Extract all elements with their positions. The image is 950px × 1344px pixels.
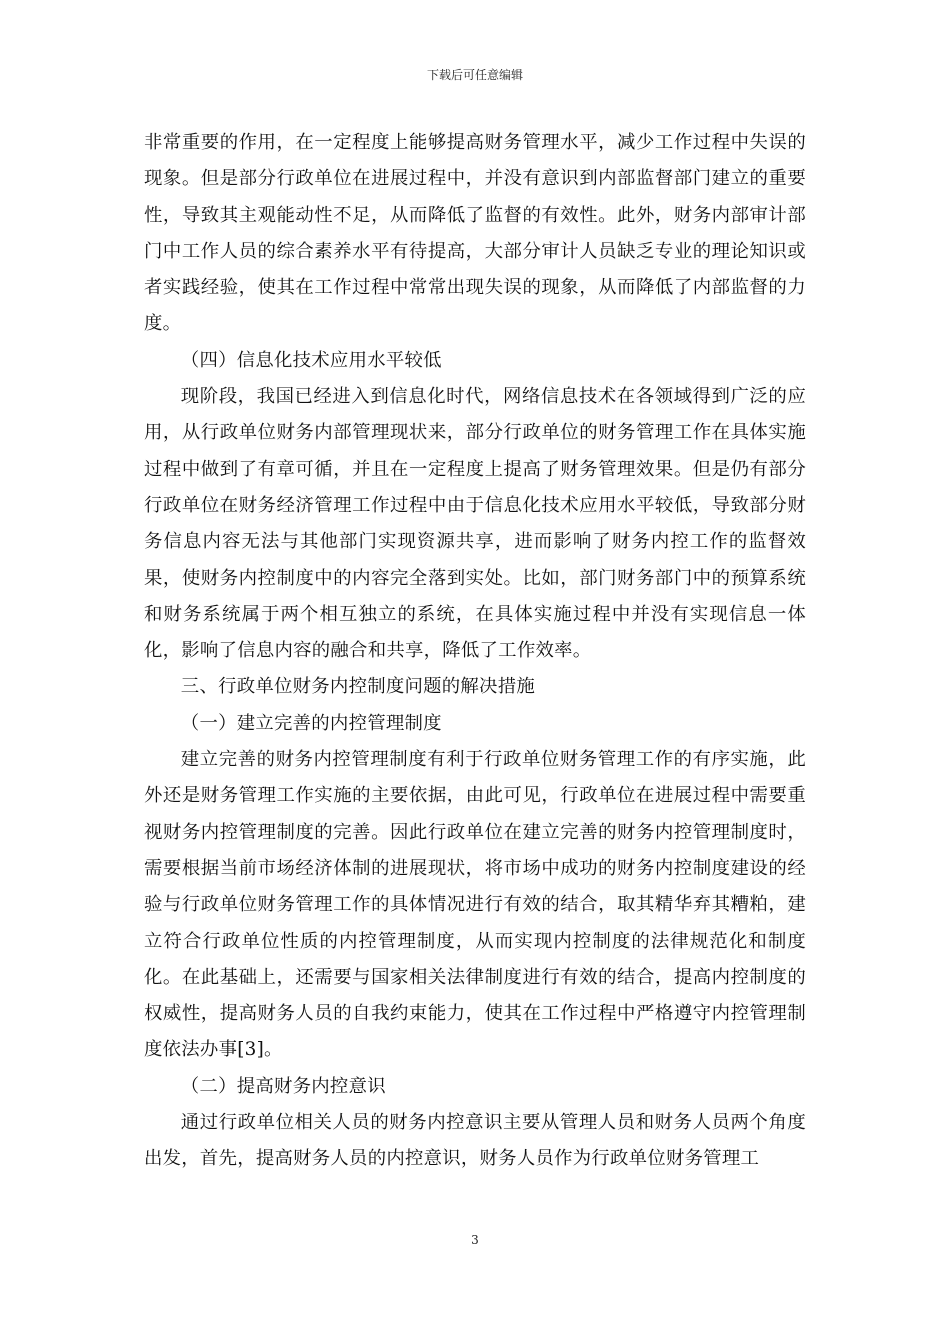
document-body [144,125,806,1178]
paragraph: 现阶段，我国已经进入到信息化时代，网络信息技术在各领域得到广泛的应用，从行政单位财务内部管理现状来，部分行政单位的财务管理工作在具体实施过程中做到了有章可循，并且在一定程度上提高了财务管理效果。但是仍有部分行政单位在财务经济管理工作过程中由于信息化技术应用水平较低，导致部分财务信息内容无法与其他部门实现资源共享，进而影响了财务内控工作的监督效果，使财务内控制度中的内容完全落到实处。比如，部门财务部门中的预算系统和财务系统属于两个相互独立的系统，在具体实施过程中并没有实现信息一体化，影响了信息内容的融合和共享，降低了工作效率。 [144,386,806,662]
paragraph: 通过行政单位相关人员的财务内控意识主要从管理人员和财务人员两个角度出发，首先，提高财务人员的内控意识，财务人员作为行政单位财务管理工 [144,1112,806,1170]
page-header: 下载后可任意编辑 [426,68,523,82]
section-heading: （四）信息化技术应用水平较低 [180,349,442,371]
section-heading: （二）提高财务内控意识 [180,1075,386,1097]
paragraph: 非常重要的作用，在一定程度上能够提高财务管理水平，减少工作过程中失误的现象。但是部分行政单位在进展过程中，并没有意识到内部监督部门建立的重要性，导致其主观能动性不足，从而降低了监督的有效性。此外，财务内部审计部门中工作人员的综合素养水平有待提高，大部分审计人员缺乏专业的理论知识或者实践经验，使其在工作过程中常常出现失误的现象，从而降低了内部监督的力度。 [144,132,806,335]
paragraph: 建立完善的财务内控管理制度有利于行政单位财务管理工作的有序实施，此外还是财务管理工作实施的主要依据，由此可见，行政单位在进展过程中需要重视财务内控管理制度的完善。因此行政单位在建立完善的财务内控管理制度时，需要根据当前市场经济体制的进展现状，将市场中成功的财务内控制度建设的经验与行政单位财务管理工作的具体情况进行有效的结合，取其精华弃其糟粕，建立符合行政单位性质的内控管理制度，从而实现内控制度的法律规范化和制度化。在此基础上，还需要与国家相关法律制度进行有效的结合，提高内控制度的权威性，提高财务人员的自我约束能力，使其在工作过程中严格遵守内控管理制度依法办事[3]。 [144,749,806,1061]
page-number: 3 [471,1233,479,1247]
section-heading: （一）建立完善的内控管理制度 [180,712,442,734]
chapter-heading: 三、行政单位财务内控制度问题的解决措施 [180,676,535,698]
